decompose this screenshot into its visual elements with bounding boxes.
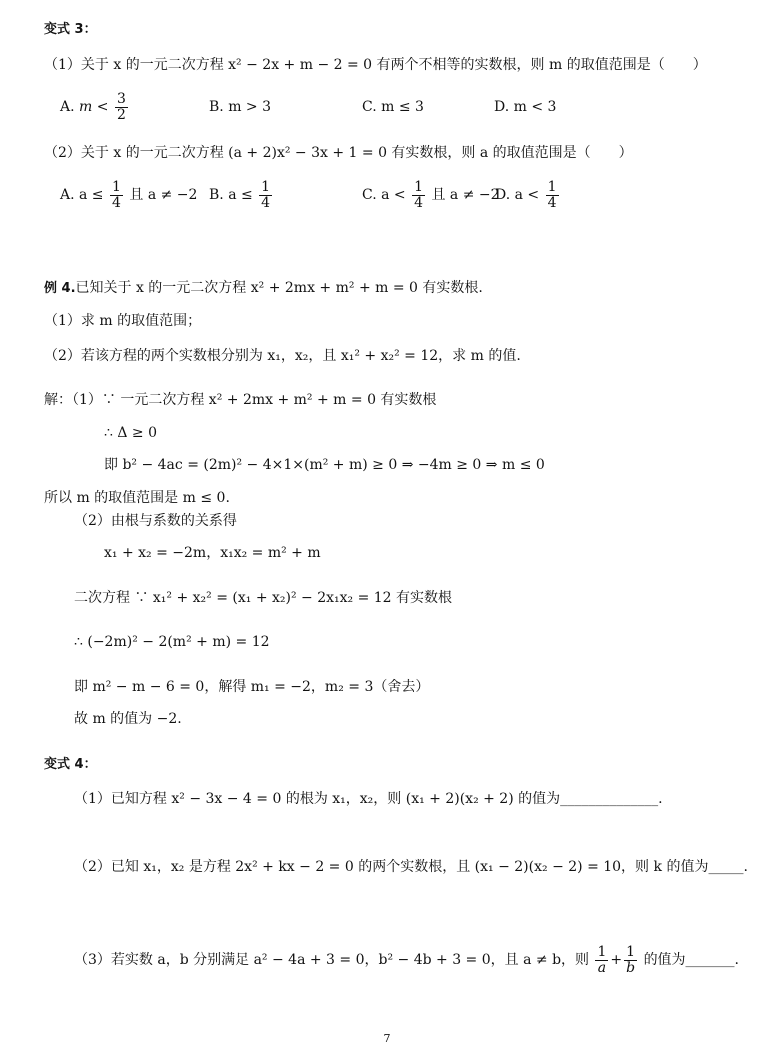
variant4-title: 变式 4： [44,757,97,772]
option-d-fraction [546,180,559,210]
option-b [209,180,274,210]
option-a-prefix: A. [60,99,75,116]
option-b: B. m > 3 [209,99,272,115]
fraction-denominator: 2 [116,106,126,123]
solution-line: x₁ + x₂ = −2m，x₁x₂ = m² + m [104,545,321,561]
fraction-numerator: 1 [547,179,557,195]
solution-line: 故 m 的值为 −2. [74,711,182,727]
solution-line: ∴ (−2m)² − 2(m² + m) = 12 [74,634,270,650]
variant3-title: 变式 3： [44,22,97,37]
option-c-prefix: C. a < [362,187,406,204]
fraction-numerator: 1 [597,943,607,960]
solution-line: 所以 m 的取值范围是 m ≤ 0. [44,490,230,506]
example4-title: 例 4. [44,281,76,296]
option-c: C. m ≤ 3 [362,99,424,115]
option-b-fraction [259,180,272,210]
variant4-question-2: （2）已知 x₁，x₂ 是方程 2x² + kx − 2 = 0 的两个实数根，且 (x₁ − 2)(x₂ − 2) = 10，则 k 的值为_____. [74,859,748,875]
example4-heading [44,278,483,299]
example4-part-2: （2）若该方程的两个实数根分别为 x₁，x₂，且 x₁² + x₂² = 12，求 m 的值. [44,348,521,364]
option-a-prefix: A. a ≤ [60,187,104,204]
question-3-blank: 的值为_______. [643,952,740,968]
question-3-text: （3）若实数 a，b 分别满足 a² − 4a + 3 = 0，b² − 4b + 3 = 0，且 a ≠ b，则 [74,952,590,968]
option-c [362,180,500,210]
fraction-numerator: 1 [112,179,121,195]
variant3-question-1: （1）关于 x 的一元二次方程 x² − 2x + m − 2 = 0 有两个不相等的实数根，则 m 的取值范围是（ ） [44,57,707,73]
option-c-suffix: 且 a ≠ −2 [431,187,500,204]
example4-part-1: （1）求 m 的取值范围； [44,313,202,329]
solution-line: ∴ Δ ≥ 0 [104,425,158,441]
option-c-fraction [412,180,425,210]
page-number: 7 [383,1032,391,1045]
variant4-question-1: （1）已知方程 x² − 3x − 4 = 0 的根为 x₁，x₂，则 (x₁ + 2)(x₂ + 2) 的值为______________. [74,791,663,807]
option-d [495,180,561,210]
fraction-numerator: 1 [624,945,637,961]
solution-line: 即 m² − m − 6 = 0，解得 m₁ = −2，m₂ = 3（舍去） [74,679,430,695]
variant4-question-3 [74,940,739,980]
option-d-prefix: D. a < [495,187,540,204]
fraction-one-over-b [624,945,637,975]
fraction-one-over-a [595,945,608,975]
option-b-prefix: B. a ≤ [209,187,253,204]
option-a-suffix: 且 a ≠ −2 [129,187,198,204]
solution-line: 解：（1）∵ 一元二次方程 x² + 2mx + m² + m = 0 有实数根 [44,392,437,408]
fraction-denominator: 4 [112,194,121,211]
fraction-denominator: 4 [261,194,271,211]
option-a-expression: m < [79,99,109,116]
solution-line: （2）由根与系数的关系得 [74,513,237,529]
example4-statement: 已知关于 x 的一元二次方程 x² + 2mx + m² + m = 0 有实数根. [75,280,483,296]
plus-sign: + [610,952,623,968]
solution-line: 即 b² − 4ac = (2m)² − 4×1×(m² + m) ≥ 0 ⇒ −4m ≥ 0 ⇒ m ≤ 0 [104,457,545,473]
option-a-fraction [115,92,128,122]
fraction-denominator: a [597,959,607,976]
option-a [60,92,130,122]
fraction-numerator: 1 [261,179,271,195]
variant3-question-2: （2）关于 x 的一元二次方程 (a + 2)x² − 3x + 1 = 0 有实数根，则 a 的取值范围是（ ） [44,145,633,161]
fraction-numerator: 3 [116,91,126,107]
fraction-denominator: b [626,959,636,976]
fraction-denominator: 4 [414,194,424,211]
option-a [60,180,197,210]
solution-line: 二次方程 ∵ x₁² + x₂² = (x₁ + x₂)² − 2x₁x₂ = 12 有实数根 [74,590,453,606]
option-d: D. m < 3 [494,99,557,115]
fraction-numerator: 1 [414,179,424,195]
fraction-denominator: 4 [547,194,557,211]
option-a-fraction [110,180,123,210]
